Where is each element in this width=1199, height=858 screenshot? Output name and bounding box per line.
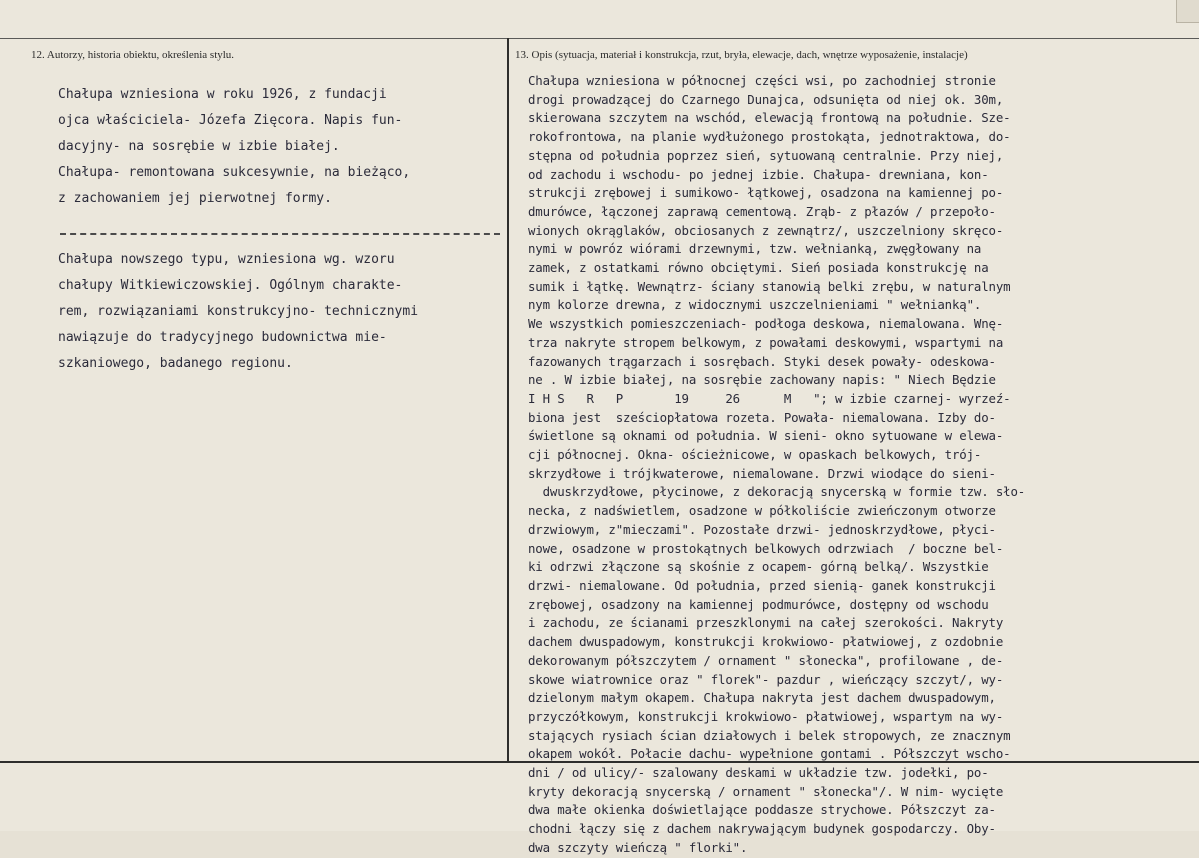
description-line: necka, z nadświetlem, osadzone w półkoliście zwieńczonym otworze [528,503,996,519]
description-line: I H S R P 19 26 M "; w izbie czarnej- wyrzeź- [528,390,1011,406]
column-divider [507,38,509,762]
description-line: dmurówce, łączonej zaprawą cementową. Zrąb- z płazów / przepoło- [528,203,996,219]
description-line: stępna od południa poprzez sień, sytuowaną centralnie. Przy niej, [528,147,1004,163]
description-line: dwuskrzydłowe, płycinowe, z dekoracją snycerską w formie tzw. sło- [528,484,1026,500]
description-line: nymi w powróz wiórami drzewnymi, tzw. wełnianką, zwęgłowany na [528,241,982,257]
description-line: biona jest sześciopłatowa rozeta. Powała- niemalowana. Izby do- [528,409,996,425]
description-line: drzwiowym, z"mieczami". Pozostałe drzwi- jednoskrzydłowe, płyci- [528,521,996,537]
history-line: dacyjny- na sosrębie w izbie białej. [58,139,340,154]
description-line: dekorowanym półszczytem / ornament " słonecka", profilowane , de- [528,652,1004,668]
description-line: rokofrontowa, na planie wydłużonego prostokąta, jednotraktowa, do- [528,129,1011,145]
dashed-separator [60,233,500,235]
history-text [58,82,506,212]
description-line: dwa szczyty wieńczą " florki". [528,839,748,855]
description-line: nowe, osadzone w prostokątnych belkowych odrzwiach / boczne bel- [528,540,1004,556]
style-text [58,247,506,377]
description-line: strukcji zrębowej i sumikowo- łątkowej, osadzona na kamiennej po- [528,185,1004,201]
section-12-header: 12. Autorzy, historia obiektu, określenia stylu. [31,49,235,61]
description-line: i zachodu, ze ścianami przeszklonymi na całej szerokości. Nakryty [528,615,1004,631]
style-line: nawiązuje do tradycyjnego budownictwa mie- [58,330,387,345]
description-line: stających rysiach ścian działowych i belek stropowych, ze znacznym [528,727,1011,743]
style-line: Chałupa nowszego typu, wzniesiona wg. wzoru [58,252,395,267]
description-line: nym kolorze drewna, z widocznymi uszczelnieniami " wełnianką". [528,297,982,313]
description-line: kryty dekoracją snycerską / ornament " słonecka"/. W nim- wycięte [528,783,1004,799]
description-line: drzwi- niemalowane. Od południa, przed sienią- ganek konstrukcji [528,577,996,593]
top-rule [0,38,1199,39]
description-line: dachem dwuspadowym, konstrukcji krokwiowo- płatwiowej, z ozdobnie [528,634,1004,650]
style-line: rem, rozwiązaniami konstrukcyjno- technicznymi [58,304,419,319]
description-line: przyczółkowym, konstrukcji krokwiowo- płatwiowej, wspartym na wy- [528,708,1004,724]
description-line: chodni łączy się z dachem nakrywającym budynek gospodarczy. Oby- [528,821,996,837]
description-line: skrzydłowe i trójkwaterowe, niemalowane. Drzwi wiodące do sieni- [528,465,996,481]
section-13-header: 13. Opis (sytuacja, materiał i konstrukcja, rzut, bryła, elewacje, dach, wnętrze wyposażenie, instalacje) [515,49,968,61]
corner-mark [1176,0,1199,23]
history-line: Chałupa wzniesiona w roku 1926, z fundacji [58,87,387,102]
history-line: z zachowaniem jej pierwotnej formy. [58,191,332,206]
history-line: ojca właściciela- Józefa Zięcora. Napis fun- [58,113,403,128]
description-line: wionych okrąglaków, obciosanych z zewnątrz/, uszczelniony skręco- [528,222,1004,238]
description-line: okapem wokół. Połacie dachu- wypełnione gontami . Półszczyt wscho- [528,746,1011,762]
description-line: ki odrzwi złączone są skośnie z ocapem- górną belką/. Wszystkie [528,559,989,575]
description-line: cji północnej. Okna- ościeżnicowe, w opaskach belkowych, trój- [528,447,982,463]
description-line: We wszystkich pomieszczeniach- podłoga deskowa, niemalowana. Wnę- [528,316,1004,332]
description-line: ne . W izbie białej, na sosrębie zachowany napis: " Niech Będzie [528,372,996,388]
description-line: skierowana szczytem na wschód, elewacją frontową na południe. Sze- [528,110,1011,126]
description-line: trza nakryte stropem belkowym, z powałami deskowymi, wspartymi na [528,334,1004,350]
description-line: zrębowej, osadzony na kamiennej podmurówce, dostępny od wschodu [528,596,989,612]
description-line: fazowanych trągarzach i sosrębach. Styki desek powały- odeskowa- [528,353,996,369]
description-line: sumik i łątkę. Wewnątrz- ściany stanowią belki zrębu, w naturalnym [528,278,1011,294]
style-line: szkaniowego, badanego regionu. [58,356,293,371]
description-line: drogi prowadzącej do Czarnego Dunajca, odsunięta od niej ok. 30m, [528,91,1004,107]
description-line: zamek, z ostatkami równo obciętymi. Sień posiada konstrukcję na [528,260,989,276]
style-line: chałupy Witkiewiczowskiej. Ogólnym charakte- [58,278,403,293]
description-line: Chałupa wzniesiona w północnej części wsi, po zachodniej stronie [528,73,996,88]
description-line: dwa małe okienka doświetlające poddasze strychowe. Półszczyt za- [528,802,996,818]
description-line: świetlone są oknami od południa. W sieni- okno sytuowane w elewa- [528,428,1004,444]
description-line: od zachodu i wschodu- po jednej izbie. Chałupa- drewniana, kon- [528,166,989,182]
description-text [528,72,1196,858]
history-line: Chałupa- remontowana sukcesywnie, na bieżąco, [58,165,411,180]
description-line: skowe wiatrownice oraz " florek"- pazdur , wieńczący szczyt/, wy- [528,671,1004,687]
description-line: dzielonym małym okapem. Chałupa nakryta jest dachem dwuspadowym, [528,690,996,706]
description-line: dni / od ulicy/- szalowany deskami w układzie tzw. jodełki, po- [528,765,989,781]
